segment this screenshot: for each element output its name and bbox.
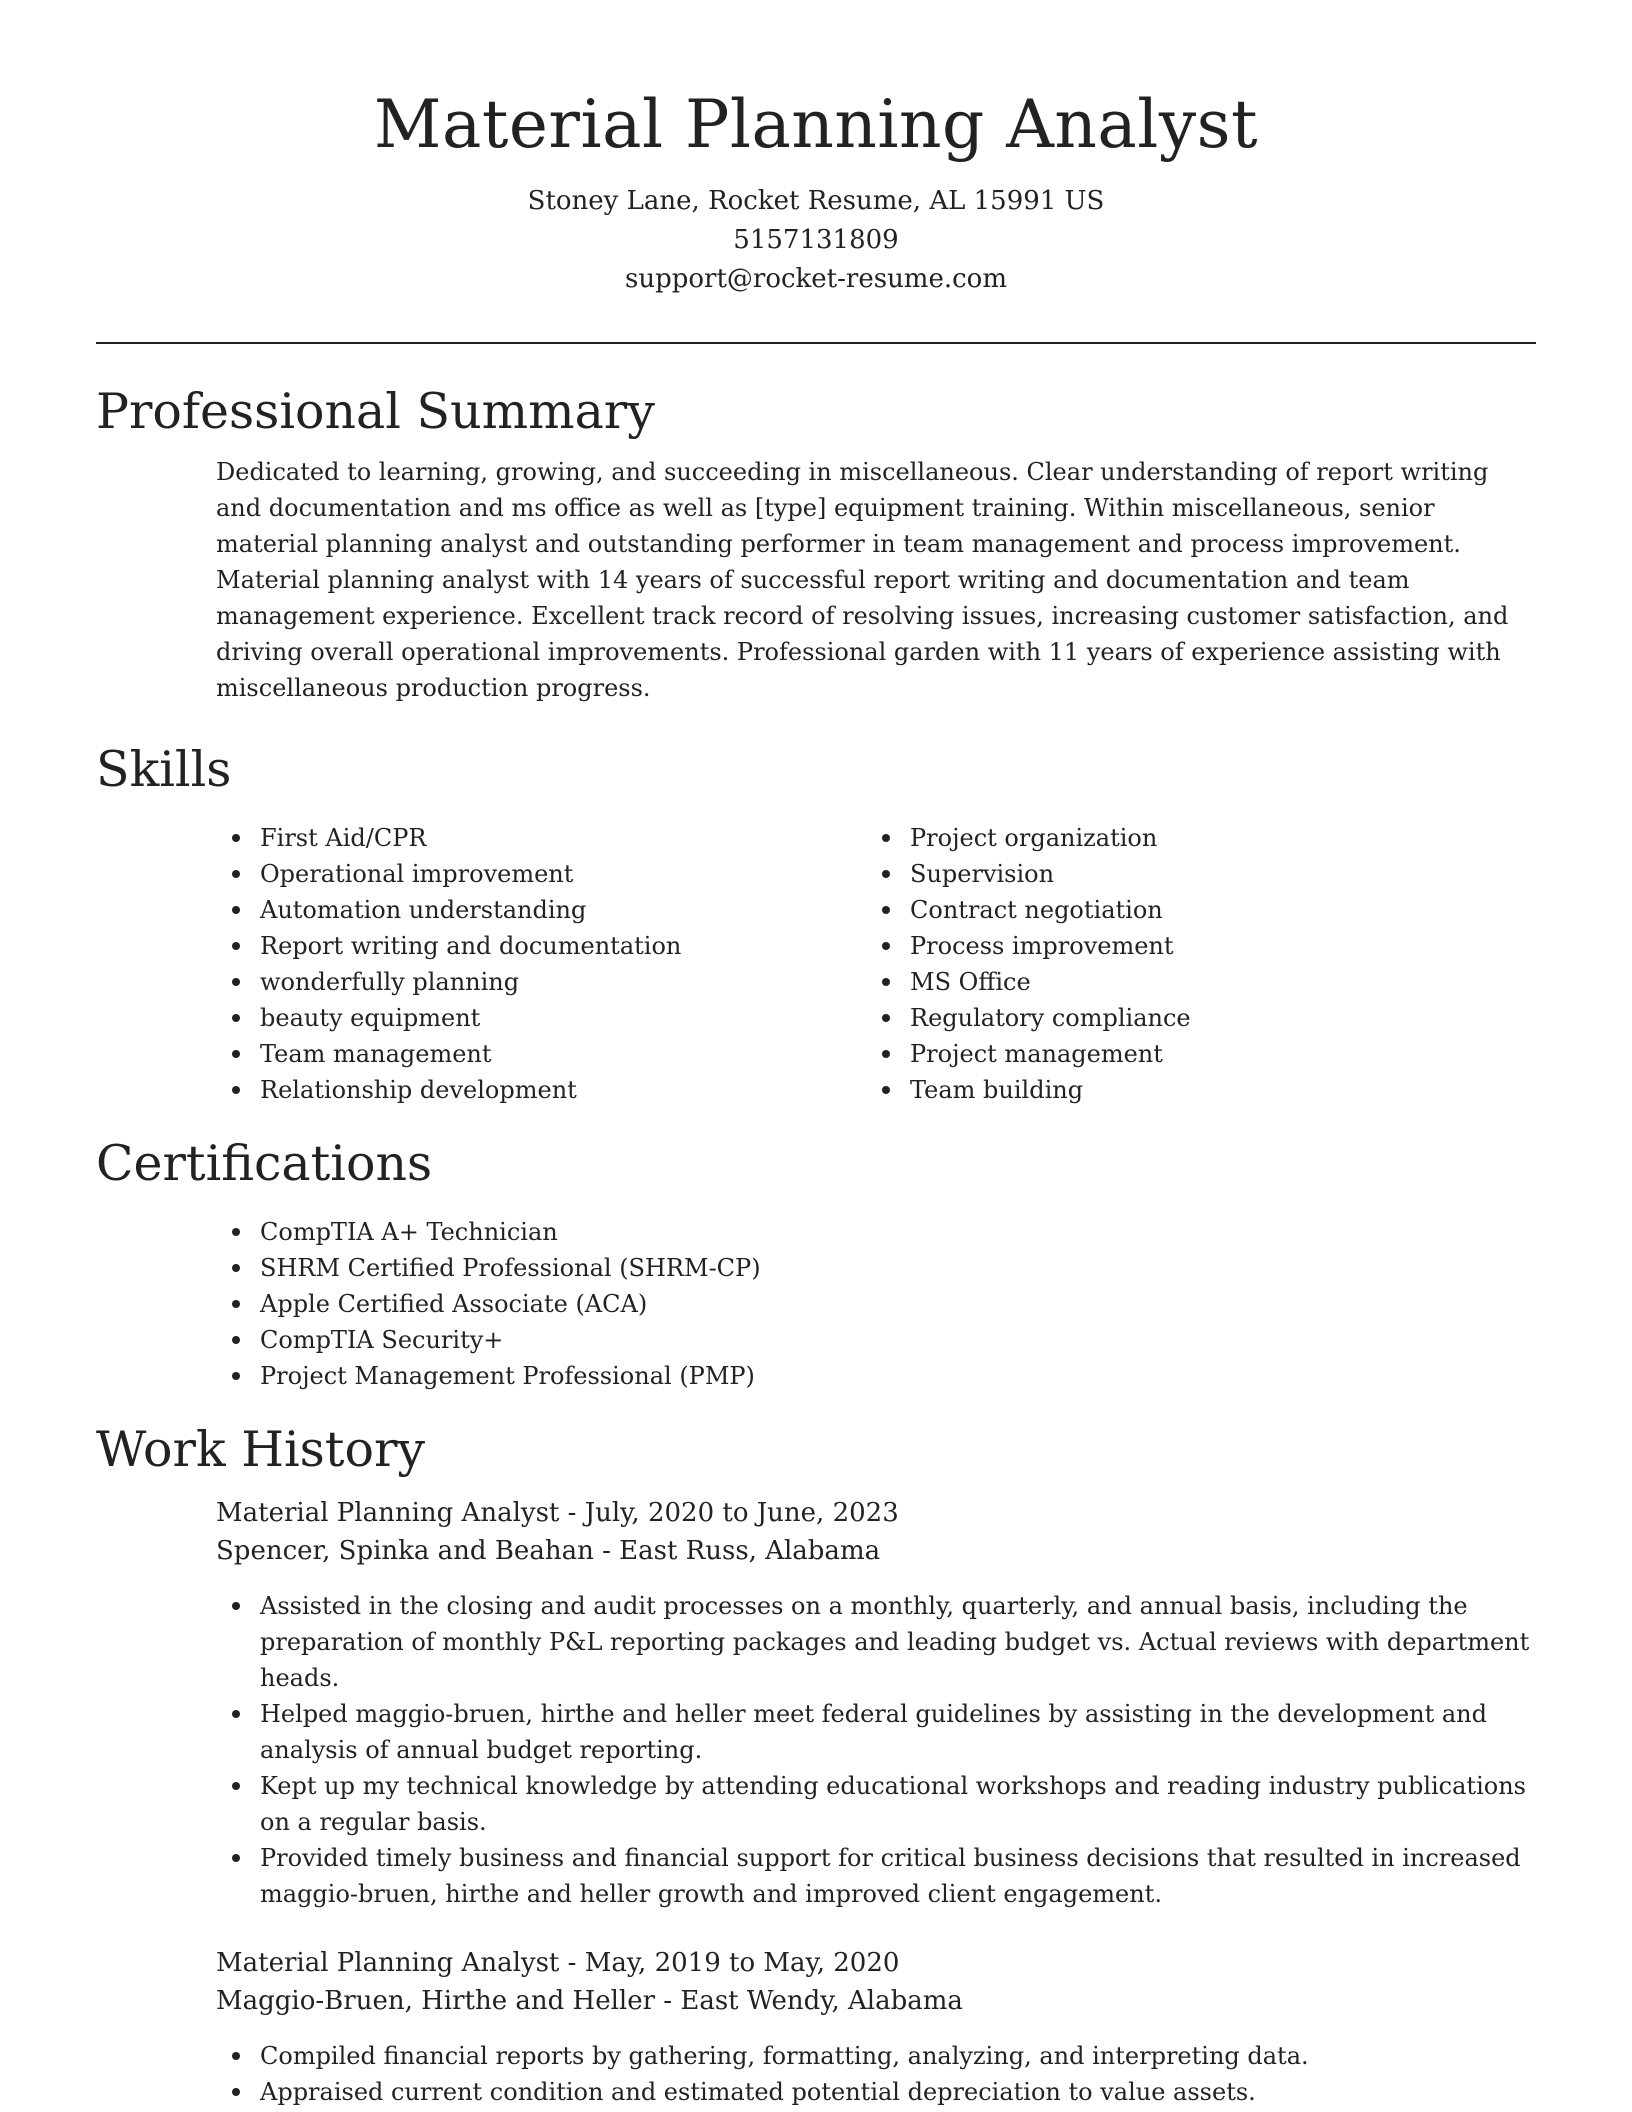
summary-text: Dedicated to learning, growing, and succeeding in miscellaneous. Clear understanding of report writing and documentation and ms office as well as [type] equipment training. Within miscellaneous, senior material planning analyst and outstanding performer in team management and process improvement. Material planning analyst with 14 years of successful report writing and documentation and team management experience. Excellent track record of resolving issues, increasing customer satisfaction, and driving overall operational improvements. Professional garden with 11 years of experience assisting with miscellaneous production progress. [216, 458, 1509, 702]
skills-left-list [216, 820, 866, 1108]
job-title: Material Planning Analyst [216, 1948, 560, 1978]
contact-block [0, 182, 1632, 299]
certification-item: Apple Certified Associate (ACA) [216, 1286, 1536, 1322]
skill-item: Process improvement [866, 928, 1516, 964]
job-bullet-list [216, 2038, 1536, 2110]
skill-item: MS Office [866, 964, 1516, 1000]
certification-item: CompTIA Security+ [216, 1322, 1536, 1358]
skill-item: Relationship development [216, 1072, 866, 1108]
skill-item: First Aid/CPR [216, 820, 866, 856]
job-dates: - May, 2019 to May, 2020 [567, 1948, 900, 1978]
job-bullet: Assisted in the closing and audit processes on a monthly, quarterly, and annual basis, including the preparation of monthly P&L reporting packages and leading budget vs. Actual reviews with department heads. [216, 1588, 1536, 1696]
skill-item: Report writing and documentation [216, 928, 866, 964]
work-history-heading: Work History [96, 1421, 426, 1478]
resume-header [0, 0, 1632, 299]
summary-section [96, 382, 1536, 706]
skill-item: Supervision [866, 856, 1516, 892]
header-divider [96, 342, 1536, 344]
contact-email: support@rocket-resume.com [624, 264, 1007, 294]
skills-heading: Skills [96, 741, 232, 798]
job-location: - East Wendy, Alabama [663, 1986, 963, 2016]
skill-item: Contract negotiation [866, 892, 1516, 928]
job-bullet: Helped maggio-bruen, hirthe and heller meet federal guidelines by assisting in the development and analysis of annual budget reporting. [216, 1696, 1536, 1768]
job-bullet: Appraised current condition and estimated potential depreciation to value assets. [216, 2074, 1536, 2110]
contact-phone: 5157131809 [733, 225, 899, 255]
job-dates: - July, 2020 to June, 2023 [567, 1498, 899, 1528]
job-bullet: Compiled financial reports by gathering, formatting, analyzing, and interpreting data. [216, 2038, 1536, 2074]
certification-item: Project Management Professional (PMP) [216, 1358, 1536, 1394]
skill-item: Project management [866, 1036, 1516, 1072]
certification-item: CompTIA A+ Technician [216, 1214, 1536, 1250]
job-entry [96, 1494, 1536, 1912]
job-title-line [216, 1494, 1536, 1532]
contact-address: Stoney Lane, Rocket Resume, AL 15991 US [527, 186, 1105, 216]
certification-item: SHRM Certified Professional (SHRM-CP) [216, 1250, 1536, 1286]
work-history-section [96, 1420, 1536, 2110]
skill-item: Team building [866, 1072, 1516, 1108]
skills-columns [216, 820, 1536, 1108]
certifications-list [216, 1214, 1536, 1394]
resume-name: Material Planning Analyst [373, 86, 1259, 163]
skills-right-list [866, 820, 1516, 1108]
certifications-section [96, 1134, 1536, 1394]
job-company-line [216, 1532, 1536, 1570]
job-company: Spencer, Spinka and Beahan [216, 1536, 594, 1566]
skill-item: beauty equipment [216, 1000, 866, 1036]
skill-item: Project organization [866, 820, 1516, 856]
job-bullet: Provided timely business and financial support for critical business decisions that resulted in increased maggio-bruen, hirthe and heller growth and improved client engagement. [216, 1840, 1536, 1912]
job-company-line [216, 1982, 1536, 2020]
skill-item: Regulatory compliance [866, 1000, 1516, 1036]
job-company: Maggio-Bruen, Hirthe and Heller [216, 1986, 656, 2016]
skill-item: Operational improvement [216, 856, 866, 892]
certifications-heading: Certifications [96, 1135, 433, 1192]
job-title-line [216, 1944, 1536, 1982]
skill-item: Automation understanding [216, 892, 866, 928]
skill-item: Team management [216, 1036, 866, 1072]
job-title: Material Planning Analyst [216, 1498, 560, 1528]
skills-section [96, 740, 1536, 1108]
job-entry [96, 1944, 1536, 2110]
job-bullet: Kept up my technical knowledge by attending educational workshops and reading industry publications on a regular basis. [216, 1768, 1536, 1840]
skill-item: wonderfully planning [216, 964, 866, 1000]
summary-heading: Professional Summary [96, 383, 655, 440]
job-bullet-list [216, 1588, 1536, 1912]
job-location: - East Russ, Alabama [602, 1536, 881, 1566]
